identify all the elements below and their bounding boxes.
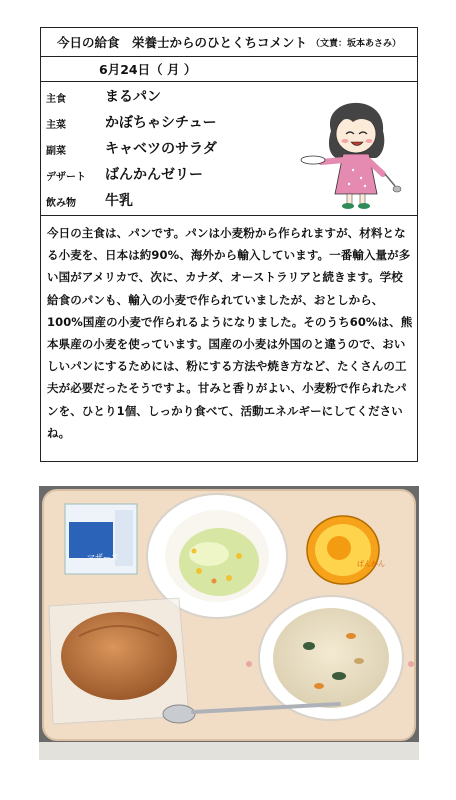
menu-sheet (40, 27, 418, 462)
menu-category: 主食 (46, 94, 66, 105)
milk-label: マザーズ (87, 553, 119, 562)
menu-list (41, 82, 417, 216)
sheet-title-row (41, 28, 417, 57)
lunch-tray-photo (39, 486, 419, 760)
menu-dish: まるパン (105, 89, 161, 105)
menu-category: 主菜 (46, 120, 66, 131)
menu-category: 飲み物 (46, 198, 76, 209)
dietitian-comment (41, 216, 417, 461)
dietitian-girl-illustration (291, 86, 411, 211)
menu-dish: ばんかんゼリー (105, 167, 203, 183)
milk-carton (65, 504, 137, 574)
comment-text: 今日の主食は、パンです。パンは小麦粉から作られますが、材料となる小麦を、日本は約90%、海外から輸入しています。一番輸入量が多い国がアメリカで、次に、カナダ、オーストラリアと続きます。学校給食のパンも、輸入の小麦で作られていましたが、おとしから、100%国産の小麦で作られるようになりました。そのうち60%は、熊本県産の小麦を使っています。国産の小麦は外国のと違うので、おいしいパンにするためには、粉にする方法や焼き方など、たくさんの工夫が必要だったそうですよ。甘みと香りがよい、小麦粉で作られたパンを、ひとり1個、しっかり食べて、活動エネルギーにしてくださいね。 (47, 226, 413, 440)
jelly-label: ばんかん (357, 560, 385, 568)
date-month-unit: 月 (107, 62, 121, 77)
menu-dish: 牛乳 (105, 193, 133, 209)
menu-category: デザート (46, 172, 86, 183)
date-month: 6 (99, 61, 108, 77)
date-row (41, 57, 417, 82)
date-day: 24 (120, 61, 138, 77)
menu-dish: かぼちゃシチュー (105, 115, 217, 131)
menu-category: 副菜 (46, 146, 66, 157)
date-day-unit: 日 (137, 62, 151, 77)
date-weekday: （ 月 ） (150, 62, 197, 77)
bread-roll (49, 598, 189, 724)
menu-dish: キャベツのサラダ (105, 141, 217, 157)
sheet-title: 今日の給食 栄養士からのひとくちコメント (56, 35, 307, 50)
author-credit: （文責：坂本あさみ） (311, 38, 402, 49)
